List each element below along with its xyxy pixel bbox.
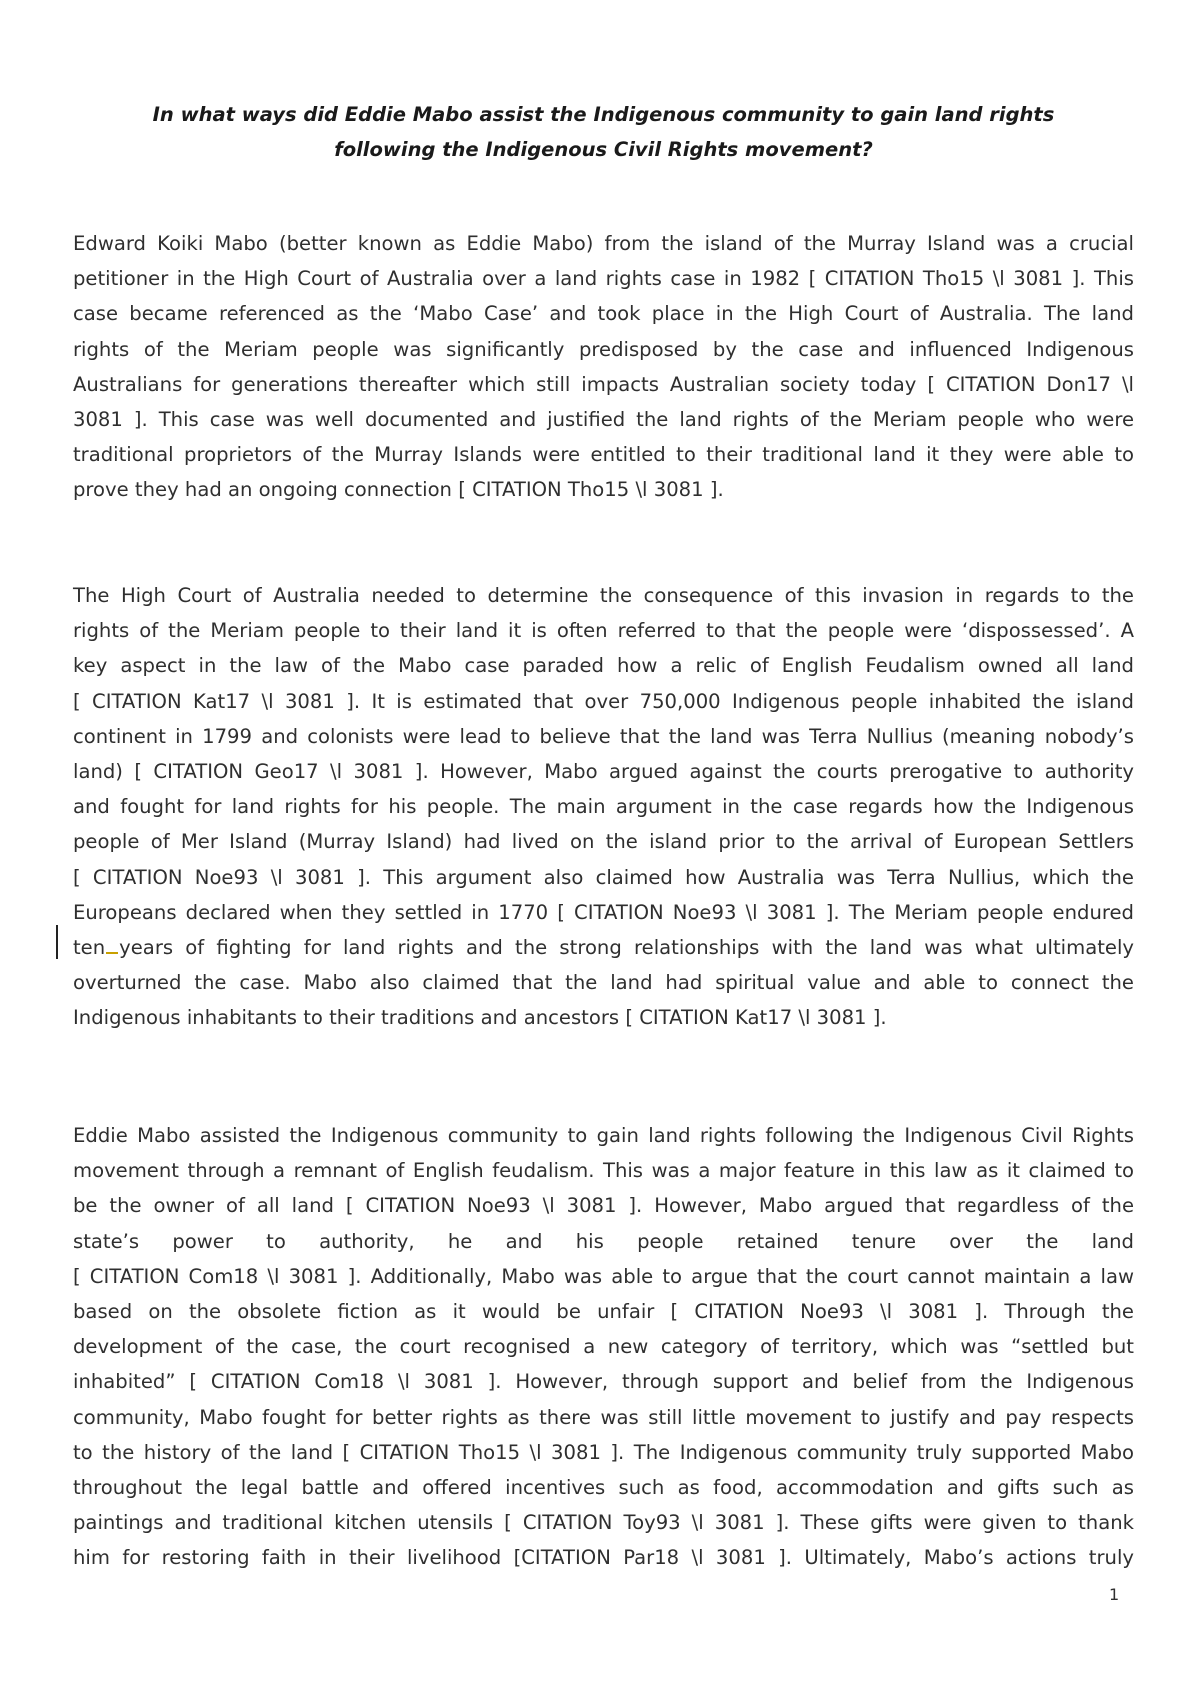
paragraph-line: movement through a remnant of English feudalism. This was a major feature in this law as it claimed to [73, 1159, 1134, 1183]
title-line-1: In what ways did Eddie Mabo assist the Indigenous community to gain land rights [152, 103, 1055, 126]
paragraph-line: Europeans declared when they settled in 1770 [ CITATION Noe93 \l 3081 ]. The Meriam people endured [73, 900, 1134, 924]
revised-line-text: years of fighting for land rights and the strong relationships with the land was what ultimately [119, 936, 1134, 960]
paragraph-line: Edward Koiki Mabo (better known as Eddie Mabo) from the island of the Murray Island was a crucial [73, 232, 1134, 255]
paragraph-line: [ CITATION Kat17 \l 3081 ]. It is estimated that over 750,000 Indigenous people inhabited the island [73, 689, 1134, 713]
paragraph-line: state’s power to authority, he and his people retained tenure over the land [73, 1229, 1134, 1253]
paragraph-line: rights of the Meriam people to their land it is often referred to that the people were ‘dispossessed’. A [73, 619, 1134, 643]
paragraph-line-revised [73, 930, 1134, 965]
paragraph-line: rights of the Meriam people was significantly predisposed by the case and influenced Indigenous [73, 337, 1134, 361]
paragraph-line: based on the obsolete fiction as it would be unfair [ CITATION Noe93 \l 3081 ]. Through the [73, 1300, 1134, 1324]
paragraph-line: be the owner of all land [ CITATION Noe93 \l 3081 ]. However, Mabo argued that regardless of the [73, 1194, 1134, 1218]
paragraph-line: case became referenced as the ‘Mabo Case’ and took place in the High Court of Australia. The land [73, 302, 1134, 326]
paragraph-line: throughout the legal battle and offered incentives such as food, accommodation and gifts such as [73, 1476, 1134, 1500]
document-title [73, 97, 1134, 167]
paragraph-line: and fought for land rights for his people. The main argument in the case regards how the Indigenous [73, 795, 1134, 819]
paragraph-line: Australians for generations thereafter which still impacts Australian society today [ CITATION Don17 \l [73, 372, 1134, 396]
paragraph-line: Eddie Mabo assisted the Indigenous community to gain land rights following the Indigenous Civil Rights [73, 1124, 1134, 1147]
paragraph-line: Indigenous inhabitants to their traditions and ancestors [ CITATION Kat17 \l 3081 ]. [73, 1006, 887, 1030]
paragraph-line: to the history of the land [ CITATION Tho15 \l 3081 ]. The Indigenous community truly supported Mabo [73, 1440, 1134, 1464]
change-bar [56, 925, 58, 959]
paragraph-line: [ CITATION Noe93 \l 3081 ]. This argument also claimed how Australia was Terra Nullius, which the [73, 865, 1134, 889]
title-line-2: following the Indigenous Civil Rights movement? [334, 138, 873, 161]
paragraph-line: key aspect in the law of the Mabo case paraded how a relic of English Feudalism owned all land [73, 654, 1134, 678]
revision-insert-mark [106, 948, 118, 954]
paragraph-line: traditional proprietors of the Murray Islands were entitled to their traditional land it they were able to [73, 443, 1134, 467]
paragraph-line: paintings and traditional kitchen utensils [ CITATION Toy93 \l 3081 ]. These gifts were given to thank [73, 1511, 1134, 1535]
paragraph-line: community, Mabo fought for better rights as there was still little movement to justify and pay respects [73, 1405, 1134, 1429]
paragraph-line: development of the case, the court recognised a new category of territory, which was “settled but [73, 1335, 1134, 1359]
paragraph-line: him for restoring faith in their livelihood [CITATION Par18 \l 3081 ]. Ultimately, Mabo’s actions truly [73, 1546, 1134, 1570]
paragraph-line: 3081 ]. This case was well documented and justified the land rights of the Meriam people who were [73, 408, 1134, 432]
paragraph-line: The High Court of Australia needed to determine the consequence of this invasion in regards to the [73, 584, 1134, 607]
paragraph-line: prove they had an ongoing connection [ CITATION Tho15 \l 3081 ]. [73, 478, 724, 502]
page-number: 1 [1109, 1585, 1120, 1604]
paragraph-1 [73, 226, 1134, 508]
paragraph-line: overturned the case. Mabo also claimed that the land had spiritual value and able to connect the [73, 971, 1134, 995]
paragraph-2 [73, 578, 1134, 1036]
revision-prefix: ten [73, 936, 106, 960]
paragraph-line: people of Mer Island (Murray Island) had lived on the island prior to the arrival of European Settlers [73, 830, 1134, 854]
paragraph-3 [73, 1118, 1134, 1576]
paragraph-line: continent in 1799 and colonists were lead to believe that the land was Terra Nullius (meaning nobody’s [73, 724, 1134, 748]
paragraph-line: land) [ CITATION Geo17 \l 3081 ]. However, Mabo argued against the courts prerogative to authority [73, 760, 1134, 784]
paragraph-line: inhabited” [ CITATION Com18 \l 3081 ]. However, through support and belief from the Indigenous [73, 1370, 1134, 1394]
paragraph-line: petitioner in the High Court of Australia over a land rights case in 1982 [ CITATION Tho15 \l 3081 ]. This [73, 267, 1134, 291]
paragraph-line: [ CITATION Com18 \l 3081 ]. Additionally, Mabo was able to argue that the court cannot maintain a law [73, 1264, 1134, 1288]
